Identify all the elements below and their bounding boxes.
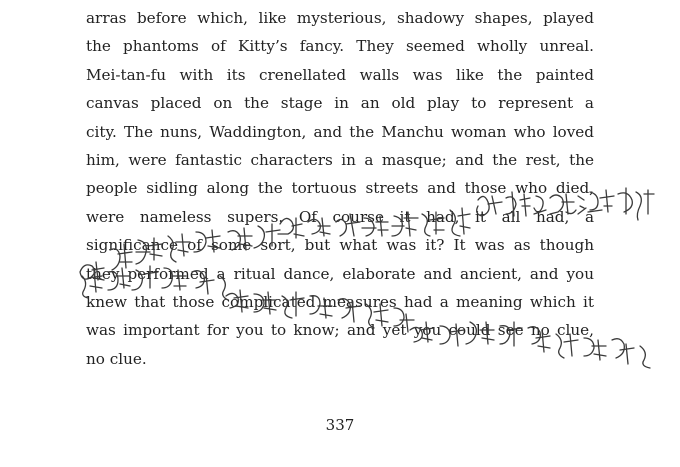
text-line: the phantoms of Kitty’s fancy. They seemed wholly unreal.	[86, 37, 594, 56]
text-line: city. The nuns, Waddington, and the Manchu woman who loved	[86, 122, 594, 141]
text-line: significance of some sort, but what was it? It was as though	[86, 236, 594, 255]
page-number: 337	[325, 416, 355, 434]
text-line: him, were fantastic characters in a masque; and the rest, the	[86, 150, 594, 169]
text-line: were nameless supers. Of course it had, it all had, a	[86, 207, 594, 226]
text-line: arras before which, like mysterious, shadowy shapes, played	[86, 9, 594, 27]
text-line: Mei-tan-fu with its crenellated walls was like the painted	[86, 65, 594, 84]
body-text	[86, 4, 594, 373]
text-line: they performed a ritual dance, elaborate and ancient, and you	[86, 264, 594, 283]
text-line: people sidling along the tortuous streets and those who died,	[86, 179, 594, 198]
text-line: no clue.	[86, 349, 147, 368]
text-line: knew that those complicated measures had a meaning which it	[86, 292, 594, 311]
handwriting-label	[0, 0, 1, 1]
text-line: canvas placed on the stage in an old play to represent a	[86, 94, 594, 113]
text-line: was important for you to know; and yet you could see no clue,	[86, 321, 594, 340]
